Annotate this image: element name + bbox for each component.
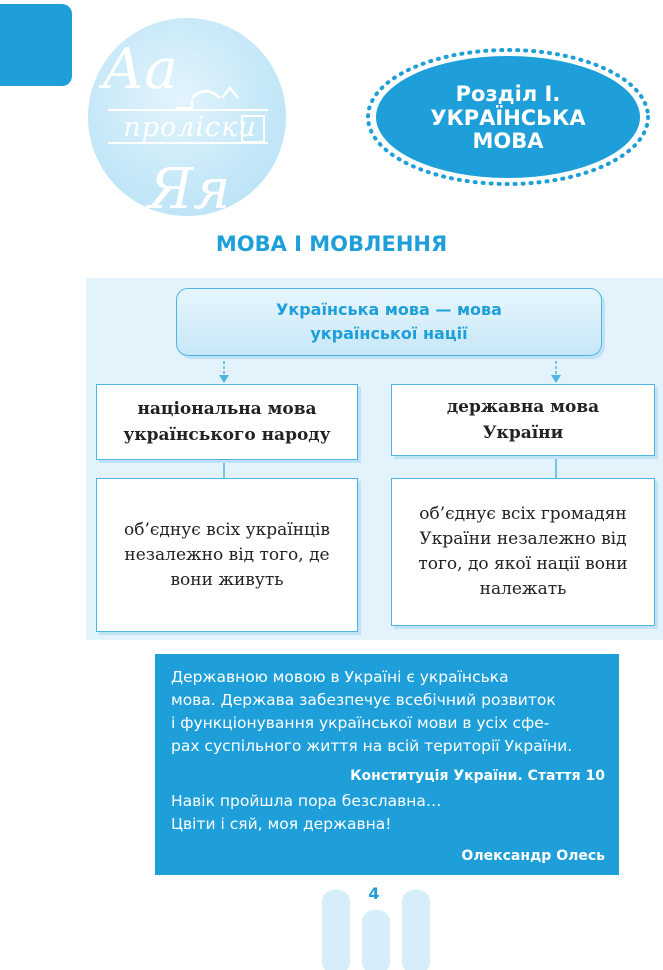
quote-source-2: Олександр Олесь [461,848,605,864]
logo-letters-top: Аа [102,37,178,102]
quote-box [155,654,619,875]
scheme-root-box [176,288,602,356]
scheme-left-desc-box [96,478,358,632]
quote-line: і функціонування української мови в усіх сфе- [171,714,550,732]
quote-text-1 [171,666,611,758]
scheme-root-text: Українська мова — мова української нації [276,300,502,343]
logo-letters-bottom: Яя [148,157,231,218]
scheme-left-title: національна мова українського народу [123,399,331,445]
scheme-left-title-box [96,384,358,460]
scheme-right-desc: об’єднує всіх громадян України незалежно від того, до якої нації вони належать [418,504,628,599]
scheme-right-desc-box [391,478,655,626]
page-title: МОВА І МОВЛЕННЯ [215,232,448,256]
scheme-right-title: державна мова України [446,397,600,443]
page-number: 4 [368,884,380,903]
section-title-line1: УКРАЇНСЬКА [430,105,586,130]
scheme-left-desc: об’єднує всіх українців незалежно від того, де вони живуть [124,519,330,590]
logo-word: проліски [123,112,257,143]
scheme-right-title-box [391,384,655,456]
quote-line: Цвіти і сяй, моя державна! [171,815,392,833]
quote-line: рах суспільного життя на всій території України. [171,737,573,755]
quote-line: Державною мовою в Україні є українська [171,668,509,686]
quote-source-1: Конституція України. Стаття 10 [350,768,605,784]
quote-line: Навік пройшла пора безславна… [171,792,442,810]
section-label: Розділ I. [455,81,561,106]
quote-text-2 [171,790,611,836]
quote-line: мова. Держава забезпечує всебічний розвиток [171,691,556,709]
section-title-line2: МОВА [472,128,544,153]
